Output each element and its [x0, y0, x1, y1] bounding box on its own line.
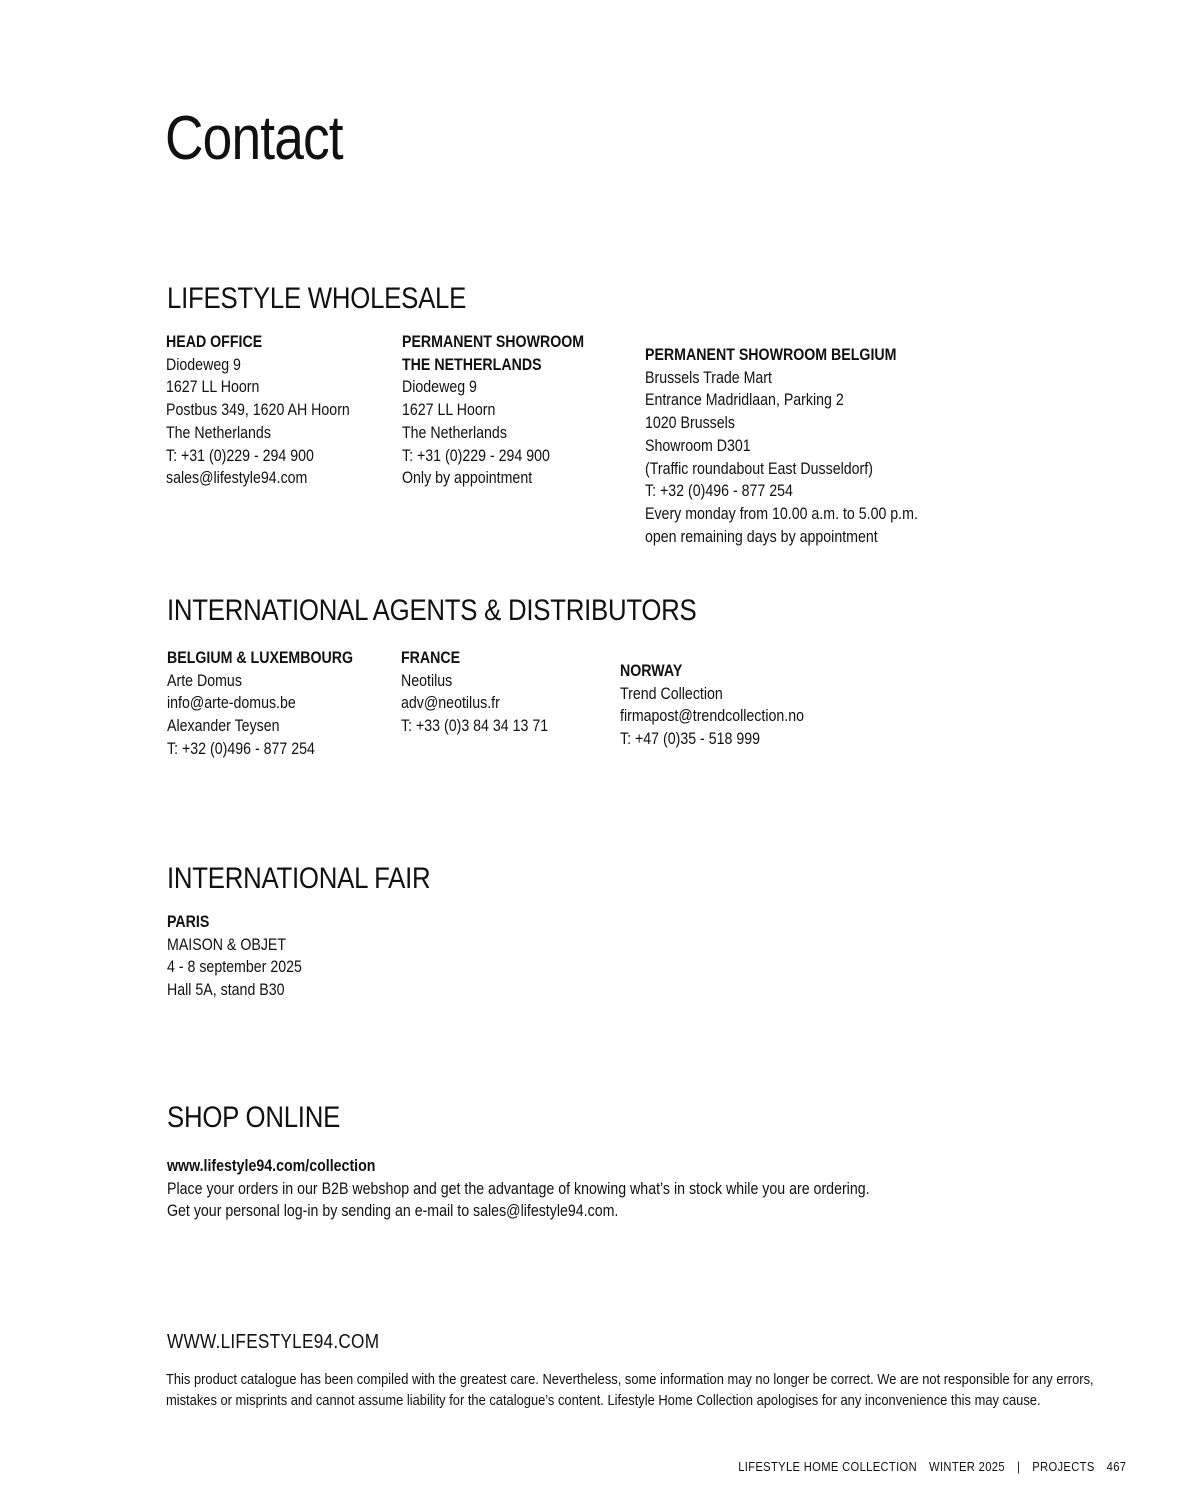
showroom-nl-block	[402, 331, 584, 490]
head-office-title: HEAD OFFICE	[166, 333, 263, 351]
agent-france-email[interactable]: adv@neotilus.fr	[401, 694, 500, 713]
website-link[interactable]: WWW.LIFESTYLE94.COM	[167, 1331, 380, 1353]
showroom-nl-line: The Netherlands	[402, 423, 507, 442]
page-number: 467	[1106, 1459, 1126, 1474]
shop-block	[167, 1155, 870, 1223]
footer-season: WINTER 2025	[928, 1459, 1005, 1474]
showroom-be-line: 1020 Brussels	[645, 414, 735, 433]
page-title: Contact	[165, 104, 343, 173]
fair-paris-stand: Hall 5A, stand B30	[167, 981, 285, 1000]
agent-belgium-phone: T: +32 (0)496 - 877 254	[167, 739, 315, 758]
disclaimer-line: This product catalogue has been compiled with the greatest care. Nevertheless, some information may no longer be correct. We are not responsible for any errors,	[166, 1371, 1094, 1388]
disclaimer	[166, 1370, 1094, 1411]
agent-norway-title: NORWAY	[620, 662, 683, 680]
shop-url-link[interactable]: www.lifestyle94.com/collection	[167, 1157, 376, 1175]
fair-paris-date: 4 - 8 september 2025	[167, 958, 302, 977]
agent-france-title: FRANCE	[401, 649, 461, 667]
agent-france-block	[401, 647, 548, 738]
agent-belgium-line: Alexander Teysen	[167, 717, 280, 736]
page-footer	[738, 1460, 1126, 1473]
head-office-email[interactable]: sales@lifestyle94.com	[166, 469, 308, 488]
section-heading-agents: INTERNATIONAL AGENTS & DISTRIBUTORS	[167, 594, 697, 627]
fair-paris-title: PARIS	[167, 913, 210, 931]
footer-brand: LIFESTYLE HOME COLLECTION	[737, 1459, 917, 1474]
head-office-line: The Netherlands	[166, 423, 271, 442]
fair-paris-block	[167, 911, 302, 1002]
agent-france-line: Neotilus	[401, 671, 453, 690]
agent-belgium-line: Arte Domus	[167, 671, 242, 690]
head-office-phone: T: +31 (0)229 - 294 900	[166, 446, 314, 465]
shop-description: Place your orders in our B2B webshop and get the advantage of knowing what’s in stock while you are ordering.	[167, 1179, 870, 1198]
head-office-line: Postbus 349, 1620 AH Hoorn	[166, 401, 350, 420]
showroom-be-line: open remaining days by appointment	[645, 527, 878, 546]
shop-login-info: Get your personal log-in by sending an e-mail to sales@lifestyle94.com.	[167, 1202, 619, 1221]
showroom-nl-line: Diodeweg 9	[402, 378, 477, 397]
agent-france-phone: T: +33 (0)3 84 34 13 71	[401, 717, 549, 736]
fair-paris-line: MAISON & OBJET	[167, 935, 287, 954]
footer-separator: |	[1016, 1459, 1020, 1474]
agent-norway-phone: T: +47 (0)35 - 518 999	[620, 730, 761, 749]
disclaimer-line: mistakes or misprints and cannot assume liability for the catalogue’s content. Lifestyle Home Collection apologises for any inconvenience this may cause.	[166, 1391, 1041, 1409]
head-office-block	[166, 331, 350, 490]
showroom-be-line: Showroom D301	[645, 436, 751, 455]
agent-belgium-email[interactable]: info@arte-domus.be	[167, 694, 296, 713]
showroom-nl-title: PERMANENT SHOWROOM	[402, 333, 585, 351]
head-office-line: Diodeweg 9	[166, 355, 241, 374]
head-office-line: 1627 LL Hoorn	[166, 378, 260, 397]
showroom-nl-line: Only by appointment	[402, 469, 533, 488]
agent-norway-email[interactable]: firmapost@trendcollection.no	[620, 707, 804, 726]
section-heading-fair: INTERNATIONAL FAIR	[167, 862, 431, 895]
showroom-be-line: Brussels Trade Mart	[645, 368, 772, 387]
showroom-be-phone: T: +32 (0)496 - 877 254	[645, 482, 793, 501]
showroom-be-line: (Traffic roundabout East Dusseldorf)	[645, 459, 873, 478]
showroom-be-line: Every monday from 10.00 a.m. to 5.00 p.m.	[645, 504, 918, 523]
showroom-be-title: PERMANENT SHOWROOM BELGIUM	[645, 346, 897, 364]
section-heading-shop: SHOP ONLINE	[167, 1101, 341, 1134]
agent-norway-block	[620, 660, 804, 751]
showroom-nl-line: 1627 LL Hoorn	[402, 401, 496, 420]
showroom-be-block	[645, 344, 918, 548]
showroom-be-line: Entrance Madridlaan, Parking 2	[645, 391, 844, 410]
showroom-nl-title: THE NETHERLANDS	[402, 355, 542, 374]
agent-belgium-title: BELGIUM & LUXEMBOURG	[167, 649, 354, 667]
agent-belgium-block	[167, 647, 353, 761]
showroom-nl-phone: T: +31 (0)229 - 294 900	[402, 446, 550, 465]
section-heading-wholesale: LIFESTYLE WHOLESALE	[167, 282, 467, 315]
agent-norway-line: Trend Collection	[620, 684, 723, 703]
footer-section: PROJECTS	[1031, 1459, 1095, 1474]
